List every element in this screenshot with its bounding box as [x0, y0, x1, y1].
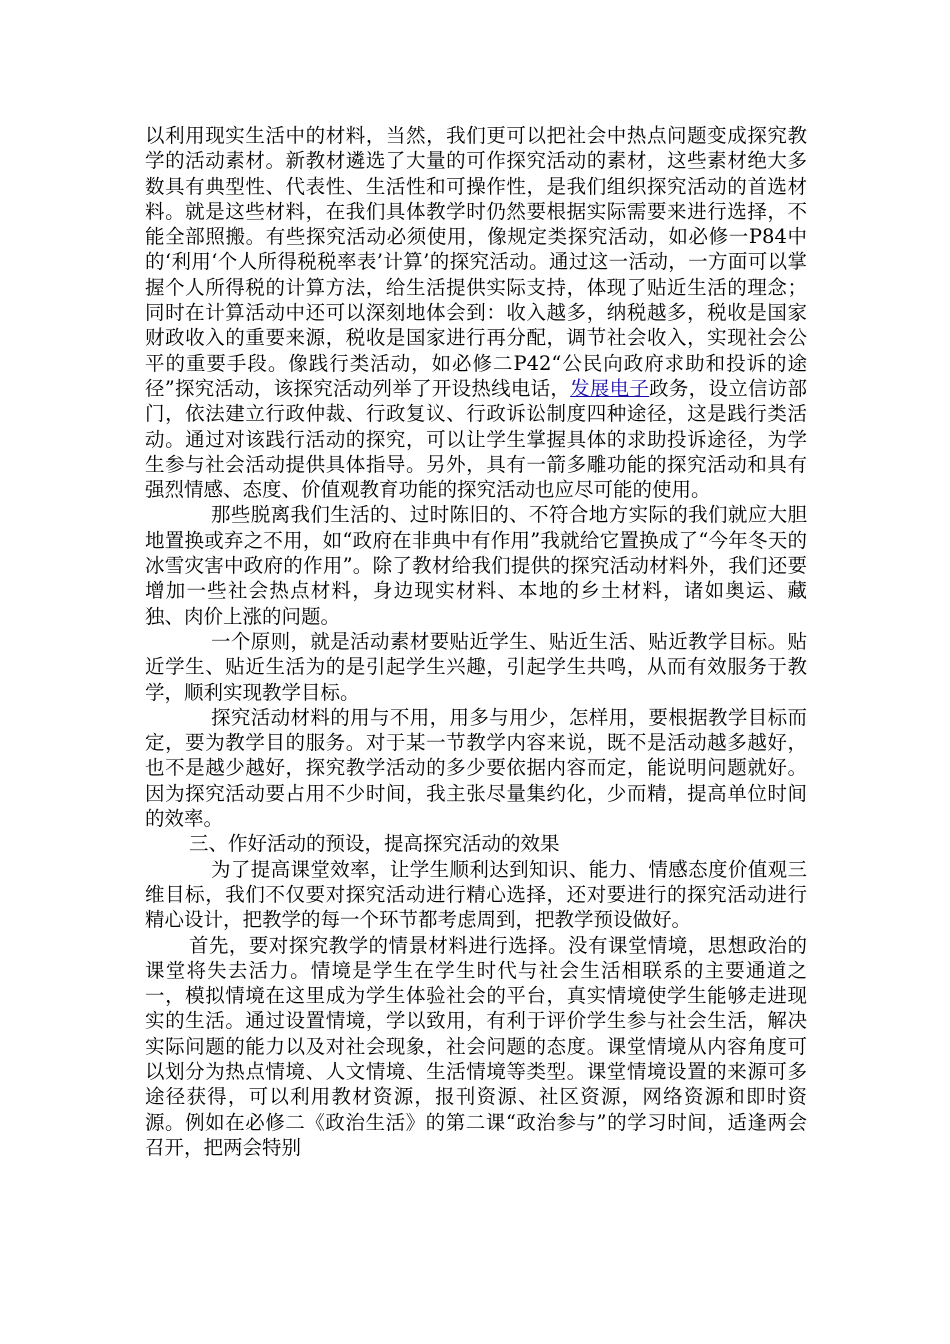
paragraph-3: 一个原则，就是活动素材要贴近学生、贴近生活、贴近教学目标。贴近学生、贴近生活为的是引起学生兴趣，引起学生共鸣，从而有效服务于教学，顺利实现教学目标。 [145, 629, 807, 704]
paragraph-5: 为了提高课堂效率，让学生顺利达到知识、能力、情感态度价值观三维目标，我们不仅要对探究活动进行精心选择，还对要进行的探究活动进行精心设计，把教学的每一个环节都考虑周到，把教学预设做好。 [145, 857, 807, 932]
paragraph-1 [145, 123, 807, 502]
paragraph-1-text-a: 以利用现实生活中的材料，当然，我们更可以把社会中热点问题变成探究教学的活动素材。新教材遴选了大量的可作探究活动的素材，这些素材绝大多数具有典型性、代表性、生活性和可操作性，是我们组织探究活动的首选材料。就是这些材料，在我们具体教学时仍然要根据实际需要来进行选择，不能全部照搬。有些探究活动必须使用，像规定类探究活动，如必修一P84中的‘利用‘个人所得税税率表’计算’的探究活动。通过这一活动，一方面可以掌握个人所得税的计算方法，给生活提供实际支持，体现了贴近生活的理念；同时在计算活动中还可以深刻地体会到：收入越多，纳税越多，税收是国家财政收入的重要来源，税收是国家进行再分配，调节社会收入，实现社会公平的重要手段。像践行类活动，如必修二P42“公民向政府求助和投诉的途径”探究活动，该探究活动列举了开设热线电话， [145, 124, 807, 400]
section-heading: 三、作好活动的预设，提高探究活动的效果 [189, 832, 560, 856]
document-body [145, 123, 807, 1160]
development-electronic-link[interactable]: 发展电子 [570, 376, 650, 400]
paragraph-4: 探究活动材料的用与不用，用多与用少，怎样用，要根据教学目标而定，要为教学目的服务。对于某一节教学内容来说，既不是活动越多越好，也不是越少越好，探究教学活动的多少要依据内容而定，能说明问题就好。因为探究活动要占用不少时间，我主张尽量集约化，少而精，提高单位时间的效率。 [145, 705, 807, 831]
paragraph-6: 首先，要对探究教学的情景材料进行选择。没有课堂情境，思想政治的课堂将失去活力。情境是学生在学生时代与社会生活相联系的主要通道之一，模拟情境在这里成为学生体验社会的平台，真实情境使学生能够走进现实的生活。通过设置情境，学以致用，有利于评价学生参与社会生活，解决实际问题的能力以及对社会现象，社会问题的态度。课堂情境从内容角度可以划分为热点情境、人文情境、生活情境等类型。课堂情境设置的来源可多途径获得，可以利用教材资源，报刊资源、社区资源，网络资源和即时资源。例如在必修二《政治生活》的第二课“政治参与”的学习时间，适逢两会召开，把两会特别 [145, 933, 807, 1159]
paragraph-2: 那些脱离我们生活的、过时陈旧的、不符合地方实际的我们就应大胆地置换或弃之不用，如“政府在非典中有作用”我就给它置换成了“今年冬天的冰雪灾害中政府的作用”。除了教材给我们提供的探究活动材料外，我们还要增加一些社会热点材料，身边现实材料、本地的乡土材料，诸如奥运、藏独、肉价上涨的问题。 [145, 503, 807, 628]
paragraph-1-text-b: 政务，设立信访部门，依法建立行政仲裁、行政复议、行政诉讼制度四种途径，这是践行类活动。通过对该践行活动的探究，可以让学生掌握具体的求助投诉途径，为学生参与社会活动提供具体指导。另外，具有一箭多雕功能的探究活动和具有强烈情感、态度、价值观教育功能的探究活动也应尽可能的使用。 [145, 376, 807, 502]
